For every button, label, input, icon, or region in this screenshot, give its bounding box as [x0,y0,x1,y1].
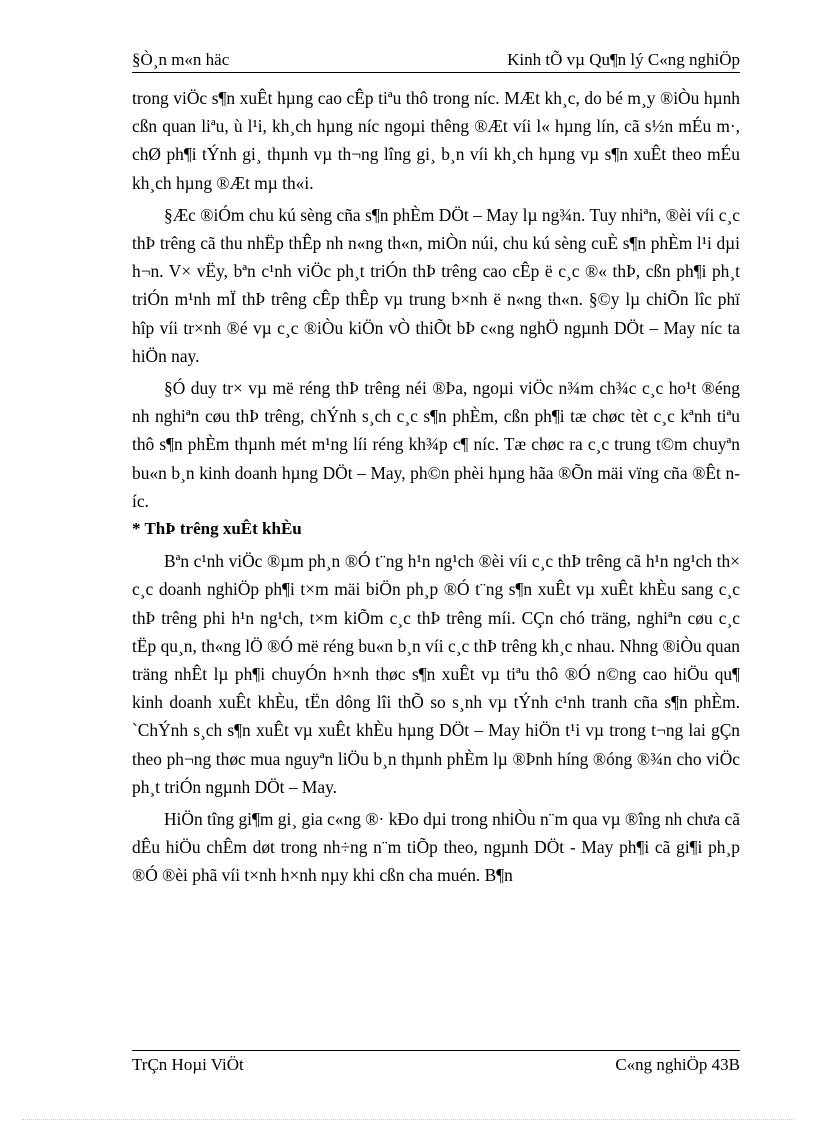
header-subject-title: Kinh tÕ vµ Qu¶n lý C«ng nghiÖp [507,50,740,69]
paragraph-2: §Æc ®iÓm chu kú sèng cña s¶n phÈm DÖt – May lµ ng¾n. Tuy nhiªn, ®èi víi c¸c thÞ trêng cã thu nhËp thÊp nh n«ng th«n, miÒn núi, chu kú sèng cuÈ s¶n phÈm l¹i dµi h¬n. V× vËy, bªn c¹nh viÖc ph¸t triÓn thÞ trêng cao cÊp ë c¸c ®« thÞ, cßn ph¶i ph¸t triÓn m¹nh mÏ thÞ trêng cÊp thÊp vµ trung b×nh ë n«ng th«n. §©y lµ chiÕn lîc phï hîp víi tr×nh ®é vµ c¸c ®iÒu kiÖn vÒ thiÕt bÞ c«ng nghÖ ngµnh DÖt – May níc ta hiÖn nay. [132,204,740,366]
header-course-title: §Ò¸n m«n häc [132,50,230,69]
footer-class: C«ng nghiÖp 43B [615,1055,740,1074]
paragraph-5: HiÖn tîng gi¶m gi¸ gia c«ng ®· kÐo dµi trong nhiÒu n¨m qua vµ ®îng nh chưa cã dÊu hiÖu chÊm døt trong nh÷ng n¨m tiÕp theo, ngµnh DÖt - May ph¶i cã gi¶i ph¸p ®Ó ®èi phã víi t×nh h×nh nµy khi cßn cha muén. B¶n [132,809,740,886]
section-heading-export-market: * ThÞ trêng xuÊt khÈu [132,519,302,539]
page-footer [132,1050,740,1074]
paragraph-3: §Ó duy tr× vµ më réng thÞ trêng néi ®Þa, ngoµi viÖc n¾m ch¾c c¸c ho¹t ®éng nh nghiªn cøu thÞ trêng, chÝnh s¸ch c¸c s¶n phÈm, cßn ph¶i tæ chøc tèt c¸c kªnh tiªu thô s¶n phÈm thµnh mét m¹ng líi réng kh¾p c¶ níc. Tæ chøc ra c¸c trung t©m chuyªn bu«n b¸n kinh doanh hµng DÖt – May, ph©n phèi hµng hãa ®Õn mäi vïng cña ®Êt níc. [132,378,740,511]
footer-author: TrÇn Hoµi ViÖt [132,1055,244,1074]
document-body [132,84,740,890]
page-header [132,50,740,73]
page-bottom-edge [22,1119,794,1120]
paragraph-1: trong viÖc s¶n xuÊt hµng cao cÊp tiªu thô trong níc. MÆt kh¸c, do bé m¸y ®iÒu hµnh cßn quan liªu, ù l¹i, kh¸ch hµng níc ngoµi thêng ®Æt víi l« hµng lín, cã s½n mÉu m·, chØ ph¶i tÝnh gi¸ thµnh vµ th¬ng lîng gi¸ b¸n víi kh¸ch hµng vµ s¶n xuÊt theo mÉu kh¸ch hµng ®Æt mµ th«i. [132,88,740,193]
paragraph-4: Bªn c¹nh viÖc ®µm ph¸n ®Ó t¨ng h¹n ng¹ch ®èi víi c¸c thÞ trêng cã h¹n ng¹ch th× c¸c doanh nghiÖp ph¶i t×m mäi biÖn ph¸p ®Ó t¨ng s¶n xuÊt vµ xuÊt khÈu sang c¸c thÞ trêng phi h¹n ng¹ch, t×m kiÕm c¸c thÞ trêng míi. CÇn chó träng, nghiªn cøu c¸c tËp qu¸n, th«ng lÖ ®Ó më réng bu«n b¸n víi c¸c thÞ trêng kh¸c nhau. Nhng ®iÒu quan träng nhÊt lµ ph¶i chuyÓn h×nh thøc s¶n xuÊt vµ tiªu thô ®Ó n©ng cao hiÖu qu¶ kinh doanh xuÊt khÈu, tËn dông lîi thÕ so s¸nh vµ tÝnh c¹nh tranh cña s¶n phÈm. `ChÝnh s¸ch s¶n xuÊt vµ xuÊt khÈu hµng DÖt – May hiÖn t¹i vµ trong t¬ng lai gÇn theo ph¬ng thøc mua nguyªn liÖu b¸n thµnh phÈm lµ ®Þnh híng ®óng ®¾n cho viÖc ph¸t triÓn ngµnh DÖt – May. [132,551,740,797]
